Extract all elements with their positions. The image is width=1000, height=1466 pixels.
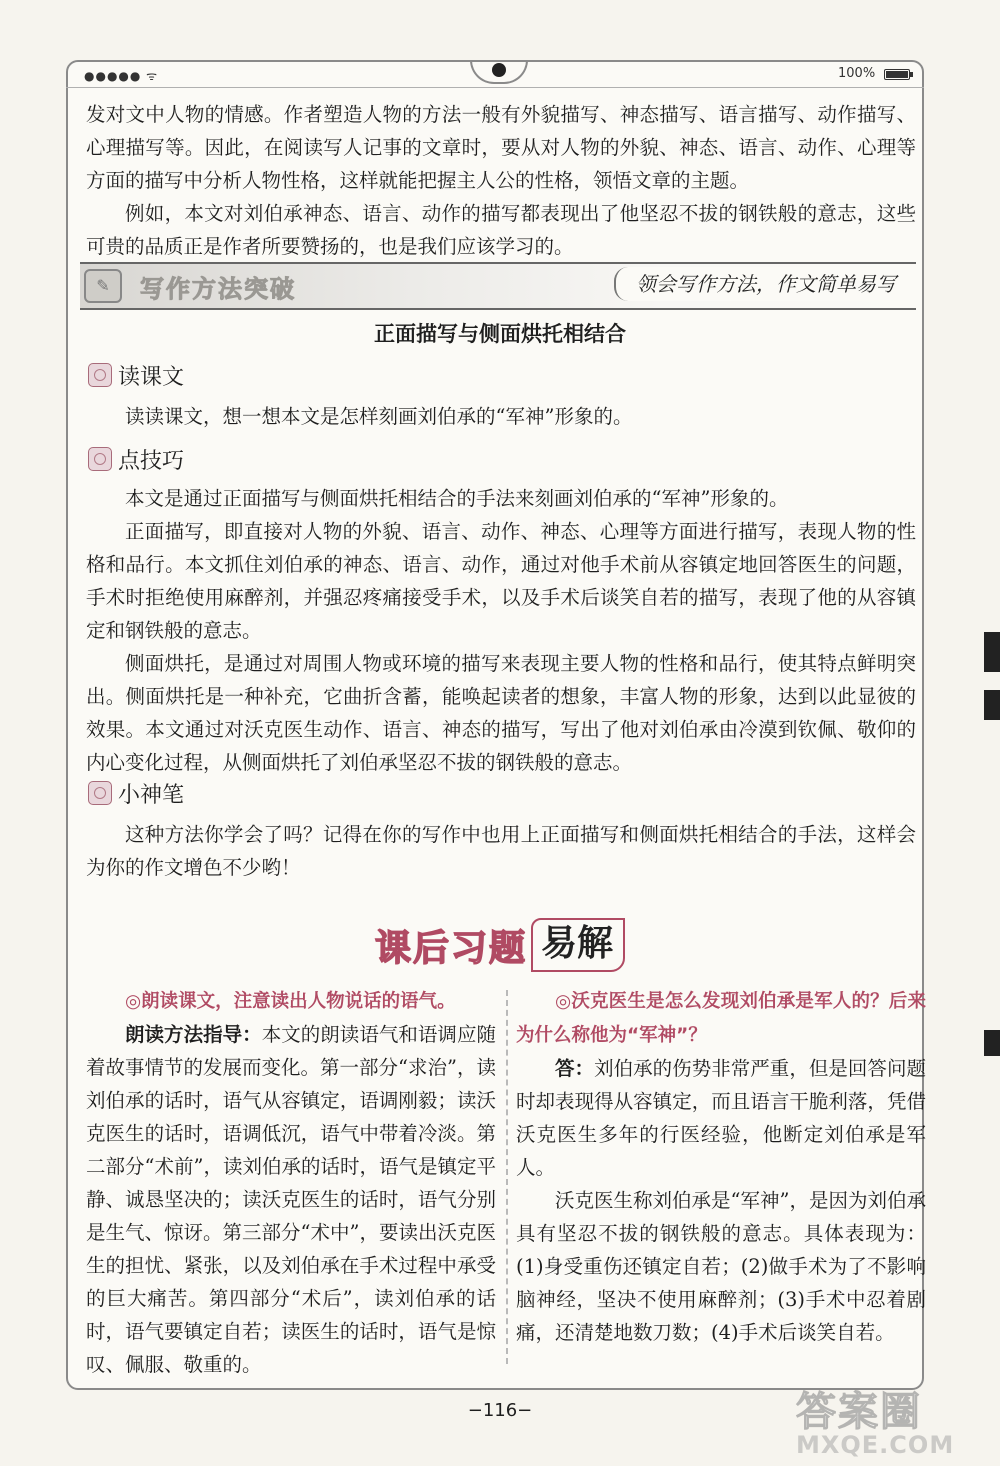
left-answer-label: 朗读方法指导： — [125, 1023, 262, 1046]
pen-text: 这种方法你学会了吗？记得在你的写作中也用上正面描写和侧面烘托相结合的手法，这样会为你的作文增色不少哟！ — [86, 823, 916, 879]
tips-section — [86, 482, 916, 779]
left-question: ◎朗读课文，注意读出人物说话的语气。 — [125, 991, 456, 1012]
banner-title: 写作方法突破 — [140, 275, 296, 303]
tips-paragraph-1: 本文是通过正面描写与侧面烘托相结合的手法来刻画刘伯承的“军神”形象的。 — [125, 487, 789, 510]
battery-icon — [884, 69, 910, 80]
intro-text — [86, 98, 916, 263]
page-edge-mark — [984, 690, 1000, 720]
pen-section — [86, 818, 916, 884]
page-edge-mark — [984, 1030, 1000, 1056]
left-answer-text: 本文的朗读语气和语调应随着故事情节的发展而变化。第一部分“求治”，读刘伯承的话时，语气从容镇定，语调刚毅；读沃克医生的话时，语调低沉，语气中带着冷淡。第二部分“术前”，读刘伯承的话时，语气是镇定平静、诚恳坚决的；读沃克医生的话时，语气分别是生气、惊讶。第三部分“术中”，要读出沃克医生的担忧、紧张，以及刘伯承在手术过程中承受的巨大痛苦。第四部分“术后”，读刘伯承的话时，语气要镇定自若；读医生的话时，语气是惊叹、佩服、敬重的。 — [86, 1023, 496, 1376]
pen-section-heading: 小神笔 — [88, 778, 184, 809]
watermark-url: MXQE.COM — [796, 1431, 955, 1459]
page-number: −116− — [467, 1400, 533, 1421]
read-section — [86, 400, 916, 433]
homework-title-box: 易解 — [531, 918, 625, 972]
method-title: 正面描写与侧面烘托相结合 — [374, 322, 626, 346]
banner-tagline: 领会写作方法，作文简单易写 — [614, 267, 916, 301]
read-section-heading: 读课文 — [88, 360, 184, 391]
lightbulb-stamp-icon — [88, 447, 112, 471]
homework-title — [0, 918, 1000, 972]
right-answer-text-1: 刘伯承的伤势非常严重，但是回答问题时却表现得从容镇定，而且语言干脆利落，凭借沃克医生多年的行医经验，他断定刘伯承是军人。 — [516, 1057, 926, 1179]
pen-stamp-icon — [88, 781, 112, 805]
right-answer-text-2: 沃克医生称刘伯承是“军神”，是因为刘伯承具有坚忍不拔的钢铁般的意志。具体表现为：(1)身受重伤还镇定自若；(2)做手术为了不影响脑神经，坚决不使用麻醉剂；(3)手术中忍着剧痛，还清楚地数刀数；(4)手术后谈笑自若。 — [516, 1189, 926, 1344]
right-question: ◎沃克医生是怎么发现刘伯承是军人的？后来为什么称他为“军神”？ — [516, 991, 926, 1046]
battery-tip — [910, 72, 913, 77]
right-column — [516, 984, 926, 1349]
intro-paragraph-1: 发对文中人物的情感。作者塑造人物的方法一般有外貌描写、神态描写、语言描写、动作描写、心理描写等。因此，在阅读写人记事的文章时，要从对人物的外貌、神态、语言、动作、心理等方面的描写中分析人物性格，这样就能把握主人公的性格，领悟文章的主题。 — [86, 103, 916, 192]
pencil-badge-icon: ✎ — [84, 269, 122, 303]
right-answer-label: 答： — [555, 1057, 595, 1080]
left-column — [86, 984, 496, 1381]
homework-title-main: 课后习题 — [374, 927, 527, 969]
book-stamp-icon — [88, 363, 112, 387]
column-divider — [506, 990, 508, 1364]
page-edge-mark — [984, 632, 1000, 672]
site-watermark-logo — [796, 1380, 986, 1460]
read-text: 读读课文，想一想本文是怎样刻画刘伯承的“军神”形象的。 — [125, 405, 633, 428]
signal-wifi-icon: ●●●●● ᯤ — [84, 69, 159, 83]
tips-section-heading: 点技巧 — [88, 444, 184, 475]
watermark-main: 答案圈 — [796, 1389, 922, 1435]
tips-paragraph-3: 侧面烘托，是通过对周围人物或环境的描写来表现主要人物的性格和品行，使其特点鲜明突出。侧面烘托是一种补充，它曲折含蓄，能唤起读者的想象，丰富人物的形象，达到以此显彼的效果。本文通过对沃克医生动作、语言、神态的描写，写出了他对刘伯承由冷漠到钦佩、敬仰的内心变化过程，从侧面烘托了刘伯承坚忍不拔的钢铁般的意志。 — [86, 652, 916, 774]
tips-paragraph-2: 正面描写，即直接对人物的外貌、语言、动作、神态、心理等方面进行描写，表现人物的性格和品行。本文抓住刘伯承的神态、语言、动作，通过对他手术前从容镇定地回答医生的问题，手术时拒绝使用麻醉剂，并强忍疼痛接受手术，以及手术后谈笑自若的描写，表现了他的从容镇定和钢铁般的意志。 — [86, 520, 916, 642]
intro-paragraph-2: 例如，本文对刘伯承神态、语言、动作的描写都表现出了他坚忍不拔的钢铁般的意志，这些可贵的品质正是作者所要赞扬的，也是我们应该学习的。 — [86, 202, 916, 258]
battery-percent: 100% — [838, 66, 876, 81]
section-banner — [80, 262, 916, 310]
camera-icon — [492, 63, 506, 77]
